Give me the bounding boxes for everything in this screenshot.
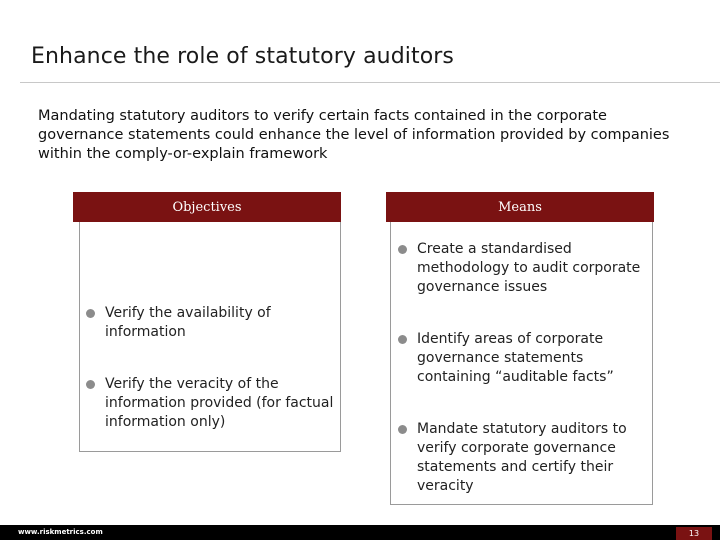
- bullet-dot-icon: [398, 335, 407, 344]
- footer-bar: [0, 525, 720, 540]
- intro-paragraph: Mandating statutory auditors to verify certain facts contained in the corporate governance statements could enhance the level of information provided by companies within the comply-or-explain framework: [38, 108, 670, 162]
- means-item-text: Mandate statutory auditors to verify corporate governance statements and certify their veracity: [417, 421, 627, 494]
- bullet-dot-icon: [86, 309, 95, 318]
- bullet-dot-icon: [398, 425, 407, 434]
- objectives-header: Objectives: [73, 192, 341, 222]
- means-item-text: Create a standardised methodology to audit corporate governance issues: [417, 241, 641, 295]
- objective-item-text: Verify the availability of information: [105, 305, 271, 340]
- slide-title: Enhance the role of statutory auditors: [31, 44, 454, 69]
- means-header: Means: [386, 192, 654, 222]
- means-item: [417, 420, 652, 496]
- bullet-dot-icon: [86, 380, 95, 389]
- bullet-dot-icon: [398, 245, 407, 254]
- means-item: [417, 240, 652, 297]
- page-number: 13: [676, 527, 712, 540]
- objective-item: [105, 304, 335, 342]
- title-divider: [20, 82, 720, 83]
- means-item: [417, 330, 652, 387]
- footer-url: www.riskmetrics.com: [18, 528, 103, 536]
- objective-item: [105, 375, 340, 432]
- means-item-text: Identify areas of corporate governance statements containing “auditable facts”: [417, 331, 614, 385]
- objective-item-text: Verify the veracity of the information provided (for factual information only): [105, 376, 334, 430]
